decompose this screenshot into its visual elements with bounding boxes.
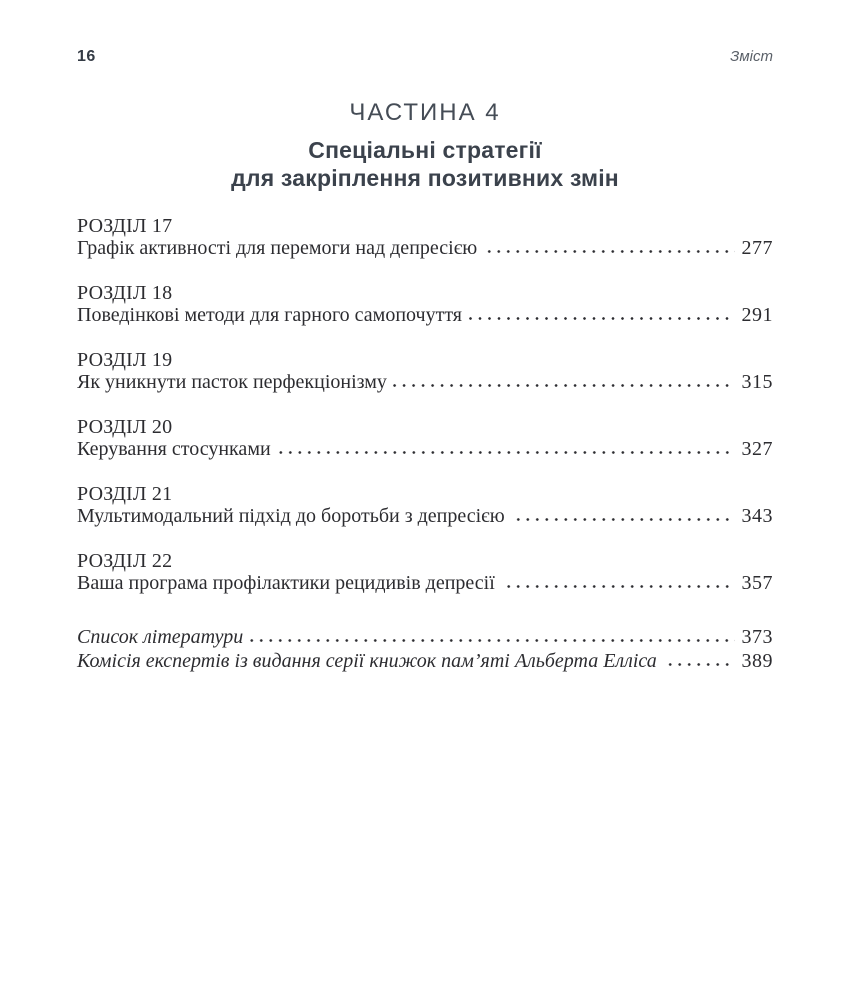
chapter-title: Поведінкові методи для гарного самопочуття (77, 304, 462, 326)
toc-line (77, 572, 773, 594)
part-heading (77, 101, 773, 192)
toc-line (77, 371, 773, 393)
chapter-title: Ваша програма профілактики рецидивів депресії (77, 572, 495, 594)
dot-leader (277, 450, 735, 455)
chapter-page-number: 291 (741, 304, 773, 326)
toc-chapter-22 (77, 550, 773, 594)
toc-chapter-21 (77, 483, 773, 527)
chapter-page-number: 315 (741, 371, 773, 393)
chapter-label: РОЗДІЛ 20 (77, 416, 173, 438)
part-title-line2: для закріплення позитивних змін (231, 165, 619, 191)
toc-line (77, 304, 773, 326)
part-title (77, 136, 773, 192)
back-matter-page-number: 373 (741, 626, 773, 648)
part-kicker: ЧАСТИНА 4 (349, 99, 501, 126)
chapter-title: Мультимодальний підхід до боротьби з депресією (77, 505, 505, 527)
toc-line (77, 505, 773, 527)
chapter-page-number: 343 (741, 505, 773, 527)
chapter-page-number: 327 (741, 438, 773, 460)
dot-leader (501, 584, 735, 589)
chapter-label: РОЗДІЛ 19 (77, 349, 173, 371)
toc-chapter-17 (77, 215, 773, 259)
back-matter-title: Комісія експертів із видання серії книжок пам’яті Альберта Елліса (77, 650, 657, 672)
running-header-title: Зміст (730, 48, 773, 65)
toc-chapter-18 (77, 282, 773, 326)
chapter-page-number: 277 (741, 237, 773, 259)
toc-line-bibliography (77, 625, 773, 649)
dot-leader (249, 638, 734, 643)
dot-leader (393, 383, 735, 388)
dot-leader (483, 249, 734, 254)
chapter-title: Графік активності для перемоги над депресією (77, 237, 478, 259)
back-matter-page-number: 389 (741, 650, 773, 672)
chapter-label: РОЗДІЛ 17 (77, 215, 173, 237)
toc-line (77, 438, 773, 460)
toc-line (77, 237, 773, 259)
toc-chapter-19 (77, 349, 773, 393)
page-number: 16 (77, 48, 96, 65)
back-matter-title: Список літератури (77, 626, 244, 648)
table-of-contents (77, 215, 773, 673)
chapter-page-number: 357 (741, 572, 773, 594)
dot-leader (511, 517, 735, 522)
running-header (77, 48, 773, 66)
part-title-line1: Спеціальні стратегії (308, 137, 542, 163)
chapter-label: РОЗДІЛ 22 (77, 550, 173, 572)
chapter-label: РОЗДІЛ 18 (77, 282, 173, 304)
dot-leader (468, 316, 735, 321)
chapter-title: Як уникнути пасток перфекціонізму (77, 371, 387, 393)
back-matter (77, 625, 773, 673)
chapter-label: РОЗДІЛ 21 (77, 483, 173, 505)
toc-line-expert-committee (77, 649, 773, 673)
toc-chapter-20 (77, 416, 773, 460)
chapter-title: Керування стосунками (77, 438, 271, 460)
dot-leader (663, 662, 735, 667)
